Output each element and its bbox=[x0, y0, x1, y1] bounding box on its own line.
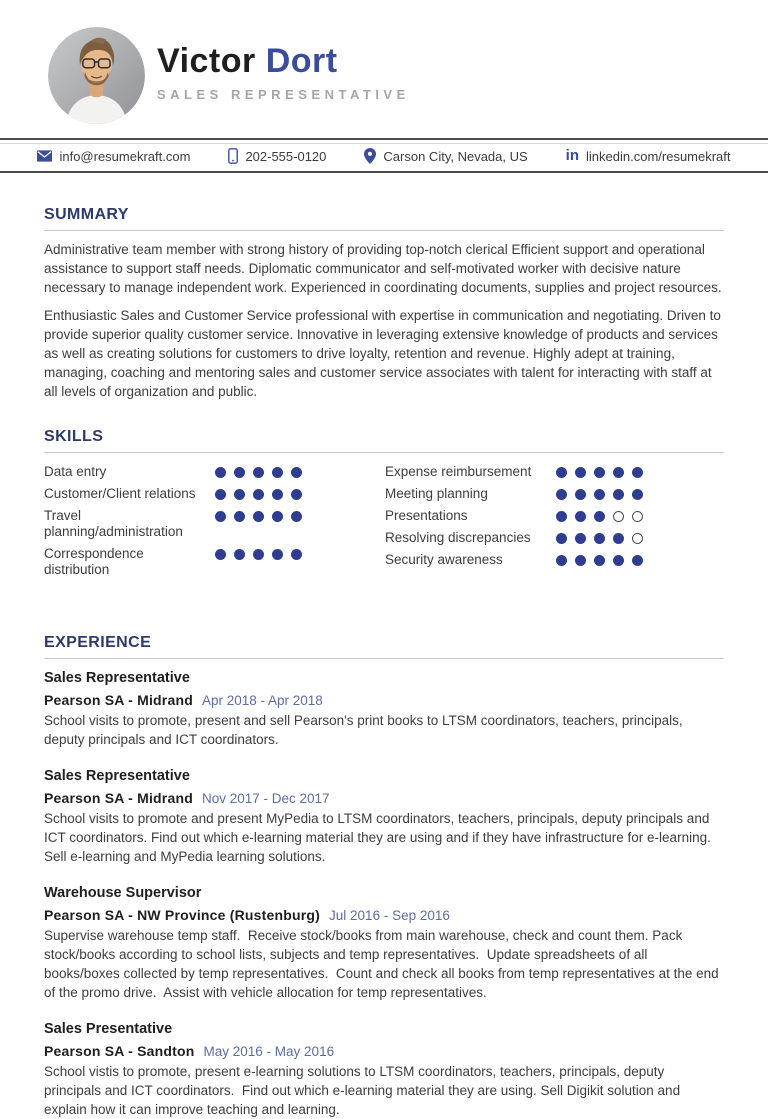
content bbox=[44, 206, 724, 1119]
rating-dot-filled bbox=[613, 489, 624, 500]
job-meta bbox=[44, 1042, 724, 1061]
rating-dot-filled bbox=[632, 467, 643, 478]
rating-dot-filled bbox=[272, 467, 283, 478]
rating-dot-filled bbox=[556, 511, 567, 522]
rating-dot-empty bbox=[632, 533, 643, 544]
skill-row bbox=[44, 464, 340, 480]
section-experience bbox=[44, 634, 724, 1119]
skills-column-left bbox=[44, 464, 340, 584]
rating-dot-filled bbox=[253, 511, 264, 522]
rating-dot-filled bbox=[272, 511, 283, 522]
skill-rating bbox=[556, 530, 681, 546]
job-company: Pearson SA - Sandton bbox=[44, 1043, 195, 1059]
profile-photo bbox=[48, 27, 145, 124]
job-description: School vistis to promote, present e-learning solutions to LTSM coordinators, teachers, principals, deputy principals and ICT coordinators. Find out which e-learning material they are using. Sell Digikit solution and explain how it can improve teaching and learning. bbox=[44, 1064, 684, 1117]
skill-row bbox=[385, 464, 681, 480]
skill-row bbox=[385, 486, 681, 502]
skill-rating bbox=[215, 486, 340, 502]
skill-label: Data entry bbox=[44, 464, 107, 479]
job-description: Supervise warehouse temp staff. Receive stock/books from main warehouse, check and count them. Pack stock/books according to school lists, subjects and temp representatives. Update spreadsheets of all books/boxes collected by temp representatives. Count and check all books from temp representatives at the end of the promo drive. Assist with vehicle allocation for temp representatives. bbox=[44, 928, 723, 1000]
rating-dot-filled bbox=[594, 489, 605, 500]
rating-dot-filled bbox=[215, 511, 226, 522]
summary-paragraph: Administrative team member with strong history of providing top-notch clerical Efficient support and operational assistance to support staff needs. Diplomatic communicator and self-motivated worker with decisive nature necessary to manage independent work. Experienced in coordinating documents, supplies and project resources. bbox=[44, 242, 722, 295]
name-block bbox=[157, 27, 410, 102]
skill-label: Correspondence distribution bbox=[44, 546, 144, 577]
rating-dot-filled bbox=[556, 533, 567, 544]
experience-item bbox=[44, 669, 724, 749]
rating-dot-filled bbox=[291, 467, 302, 478]
job-description: School visits to promote, present and sell Pearson's print books to LTSM coordinators, teachers, principals, deputy principals and ICT coordinators. bbox=[44, 713, 687, 747]
skill-row bbox=[44, 486, 340, 502]
rating-dot-filled bbox=[632, 489, 643, 500]
rating-dot-filled bbox=[594, 533, 605, 544]
rating-dot-filled bbox=[556, 489, 567, 500]
first-name: Victor bbox=[157, 42, 256, 80]
job-dates: Jul 2016 - Sep 2016 bbox=[329, 908, 450, 923]
rating-dot-filled bbox=[575, 489, 586, 500]
skill-rating bbox=[215, 508, 340, 524]
job-description: School visits to promote and present MyPedia to LTSM coordinators, teachers, principals, deputy principals and ICT coordinators. Find out which e-learning material they are using and if they have infrastructure for e-learning. Sell e-learning and MyPedia learning solutions. bbox=[44, 811, 715, 864]
summary-paragraph: Enthusiastic Sales and Customer Service professional with expertise in communication and negotiating. Driven to provide superior quality customer service. Innovative in leveraging extensive knowledge of products and services as well as creating solutions for customers to drive loyalty, retention and revenue. Highly adept at training, managing, coaching and mentoring sales and customer service associates with talent for interacting with staff at all levels of organization and public. bbox=[44, 308, 721, 399]
header bbox=[0, 0, 768, 138]
rating-dot-filled bbox=[556, 555, 567, 566]
rating-dot-filled bbox=[253, 467, 264, 478]
rating-dot-filled bbox=[234, 549, 245, 560]
skill-row bbox=[385, 530, 681, 546]
job-company: Pearson SA - Midrand bbox=[44, 790, 193, 806]
email-icon bbox=[37, 150, 52, 162]
jobs-list bbox=[44, 669, 724, 1119]
job-company: Pearson SA - Midrand bbox=[44, 692, 193, 708]
skill-rating bbox=[215, 546, 340, 562]
job-meta bbox=[44, 691, 724, 710]
rating-dot-filled bbox=[613, 467, 624, 478]
job-dates: May 2016 - May 2016 bbox=[203, 1044, 335, 1059]
rating-dot-filled bbox=[575, 467, 586, 478]
rating-dot-filled bbox=[253, 549, 264, 560]
skill-label: Meeting planning bbox=[385, 486, 488, 501]
skills-grid bbox=[44, 464, 724, 584]
rating-dot-filled bbox=[556, 467, 567, 478]
rating-dot-filled bbox=[215, 549, 226, 560]
contact-linkedin[interactable] bbox=[566, 149, 731, 164]
skill-row bbox=[385, 508, 681, 524]
contact-location[interactable] bbox=[364, 148, 527, 164]
skill-row bbox=[44, 546, 340, 578]
contact-phone[interactable] bbox=[228, 148, 326, 164]
rating-dot-filled bbox=[234, 467, 245, 478]
experience-item bbox=[44, 884, 724, 1002]
job-dates: Nov 2017 - Dec 2017 bbox=[201, 791, 330, 806]
skill-rating bbox=[556, 552, 681, 568]
location-icon bbox=[364, 148, 376, 164]
skill-rating bbox=[215, 464, 340, 480]
rating-dot-empty bbox=[613, 511, 624, 522]
skill-label: Expense reimbursement bbox=[385, 464, 532, 479]
job-dates: Apr 2018 - Apr 2018 bbox=[201, 693, 323, 708]
rating-dot-filled bbox=[215, 467, 226, 478]
skill-label: Resolving discrepancies bbox=[385, 530, 531, 545]
contact-email-text: info@resumekraft.com bbox=[59, 148, 191, 164]
skill-rating bbox=[556, 508, 681, 524]
job-meta bbox=[44, 789, 724, 808]
job-meta bbox=[44, 906, 724, 925]
skill-rating bbox=[556, 486, 681, 502]
contact-email[interactable] bbox=[37, 149, 190, 164]
experience-item bbox=[44, 1020, 724, 1119]
phone-icon bbox=[228, 148, 238, 164]
skill-label: Travel planning/administration bbox=[44, 508, 183, 539]
person-name bbox=[157, 42, 410, 80]
rating-dot-filled bbox=[575, 511, 586, 522]
contact-location-text: Carson City, Nevada, US bbox=[383, 148, 528, 164]
rating-dot-filled bbox=[632, 555, 643, 566]
rating-dot-filled bbox=[613, 533, 624, 544]
contact-bar bbox=[0, 138, 768, 173]
rating-dot-filled bbox=[215, 489, 226, 500]
skill-label: Customer/Client relations bbox=[44, 486, 196, 501]
rating-dot-filled bbox=[234, 489, 245, 500]
skill-row bbox=[44, 508, 340, 540]
job-title: Sales Representative bbox=[44, 670, 190, 686]
rating-dot-filled bbox=[253, 489, 264, 500]
rating-dot-filled bbox=[291, 549, 302, 560]
skills-column-right bbox=[385, 464, 681, 584]
rating-dot-filled bbox=[575, 555, 586, 566]
rating-dot-filled bbox=[594, 467, 605, 478]
rating-dot-filled bbox=[234, 511, 245, 522]
experience-item bbox=[44, 767, 724, 866]
skill-label: Presentations bbox=[385, 508, 468, 523]
job-title: Warehouse Supervisor bbox=[44, 885, 202, 901]
job-title: Sales Presentative bbox=[44, 1021, 173, 1037]
section-skills bbox=[44, 428, 724, 584]
skills-heading: SKILLS bbox=[44, 428, 724, 453]
rating-dot-filled bbox=[594, 511, 605, 522]
job-company: Pearson SA - NW Province (Rustenburg) bbox=[44, 907, 321, 923]
skill-row bbox=[385, 552, 681, 568]
section-summary bbox=[44, 206, 724, 401]
person-job-title: SALES REPRESENTATIVE bbox=[157, 87, 410, 102]
rating-dot-filled bbox=[272, 489, 283, 500]
summary-heading: SUMMARY bbox=[44, 206, 724, 231]
rating-dot-filled bbox=[272, 549, 283, 560]
linkedin-icon: in bbox=[565, 147, 580, 164]
job-title: Sales Representative bbox=[44, 768, 190, 784]
rating-dot-filled bbox=[613, 555, 624, 566]
avatar-illustration bbox=[48, 27, 145, 124]
skill-rating bbox=[556, 464, 681, 480]
experience-heading: EXPERIENCE bbox=[44, 634, 724, 659]
rating-dot-empty bbox=[632, 511, 643, 522]
last-name: Dort bbox=[265, 42, 338, 80]
contact-linkedin-text: linkedin.com/resumekraft bbox=[586, 148, 731, 164]
rating-dot-filled bbox=[594, 555, 605, 566]
skill-label: Security awareness bbox=[385, 552, 503, 567]
contact-phone-text: 202-555-0120 bbox=[245, 148, 327, 164]
rating-dot-filled bbox=[291, 511, 302, 522]
rating-dot-filled bbox=[291, 489, 302, 500]
rating-dot-filled bbox=[575, 533, 586, 544]
